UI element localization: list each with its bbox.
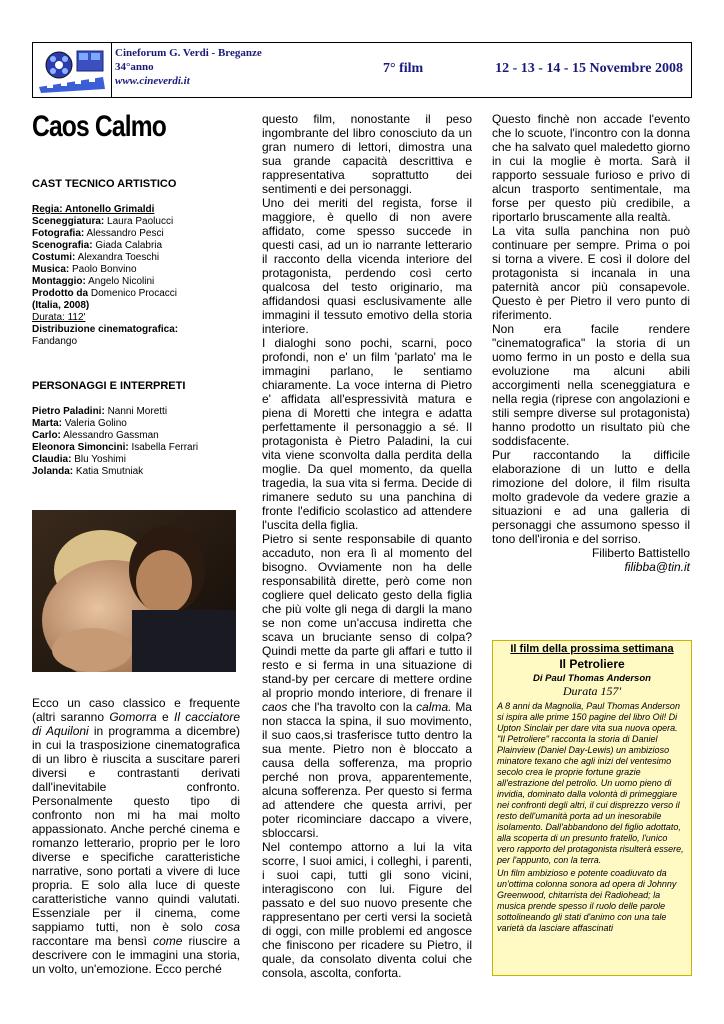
cast-row: Regia: Antonello Grimaldi: [32, 204, 155, 215]
org-name: Cineforum G. Verdi - Breganze: [115, 47, 262, 59]
next-film-title: Il Petroliere: [559, 657, 625, 671]
actors-section: [32, 380, 247, 478]
next-film-box: [492, 640, 692, 976]
cast-section: [32, 178, 247, 348]
next-film-heading: Il film della prossima settimana: [510, 643, 674, 655]
distribution-label: Distribuzione cinematografica:: [32, 324, 179, 335]
paragraph: Questo finchè non accade l'evento che lo scuote, l'incontro con la donna che ha salvato quel maledetto giorno in cui la moglie è morta. Sarà il rapporto sessuale furioso e privo di alcun trasporto sentimentale, ma forse per questo più credibile, a riportarlo bruscamente alla realtà.: [492, 112, 690, 224]
paragraph: La vita sulla panchina non può continuare per sempre. Prima o poi si torna a vivere. E così il dolore del protagonista si incanala in una paternità ancor più consapevole. Questo è per Pietro il vero punto di riferimento.: [492, 224, 690, 322]
paragraph: Nel contempo attorno a lui la vita scorre, I suoi amici, i colleghi, i parenti, i suoi capi, tutti gli sono vicini, interagiscono con lui. Figure del passato e del suo nuovo presente che rappresentano per certi versi la società di oggi, con mille problemi ed angosce che finiscono per ricadere su Pietro, il quale, da consolato diventa colui che consola, ascolta, conforta.: [262, 840, 472, 980]
distribution-value: Fandango: [32, 336, 78, 347]
next-film-duration: Durata 157': [562, 684, 622, 698]
paragraph: Pietro si sente responsabile di quanto accaduto, non era lì al momento del bisogno. Ovviamente non ha delle responsabilità dirette, però come non cogliere quel delicato gesto della figlia che più volte gli nega di dargli la mano se non come un'accusa indiretta che scava un bruciante senso di colpa? Quindi mette da parte gli affari e tutto il resto e si ferma in una situazione di stand-by per cercare di mettere ordine al proprio mondo interiore, di frenare il caos che l'ha travolto con la calma. Ma non stacca la spina, il suo movimento, il suo caos,si trasferisce tutto dentro la sua mente. Pietro non è bloccato a causa della sofferenza, ma proprio perché non prova, apparentemente, alcuna sofferenza. Per questo si ferma ad attendere che questa arrivi, per poter ricominciare daccapo a vivere, sbloccarsi.: [262, 532, 472, 840]
review-column-2: [262, 112, 472, 980]
actor-row: Claudia: Blu Yoshimi: [32, 454, 126, 465]
website-link[interactable]: www.cineverdi.it: [115, 75, 190, 87]
paragraph: I dialoghi sono pochi, scarni, poco profondi, non e' un film 'parlato' ma le immagini parlano, le sentiamo chiaramente. La voce interna di Pietro e' affidata all'espressività matura e piena di Moretti che integra e adatta perfettamente il personaggio a sé. Il protagonista è Pietro Paladini, la cui vita viene sconvolta dalla perdita della moglie. Da quel momento, da quella tragedia, la sua vita si ferma. Decide di rimanere seduto su una panchina di fronte l'edificio scolastico ad attendere l'uscita della figlia.: [262, 336, 472, 532]
author-email[interactable]: filibba@tin.it: [624, 560, 690, 574]
actor-row: Pietro Paladini: Nanni Moretti: [32, 406, 168, 417]
actor-row: Carlo: Alessandro Gassman: [32, 430, 159, 441]
next-film-director: Di Paul Thomas Anderson: [533, 673, 651, 684]
cast-heading: CAST TECNICO ARTISTICO: [32, 178, 177, 190]
screening-dates: 12 - 13 - 14 - 15 Novembre 2008: [495, 61, 683, 76]
cast-row: Costumi: Alexandra Toeschi: [32, 252, 160, 263]
author-name: Filiberto Battistello: [591, 546, 690, 560]
paragraph: Pur raccontando la difficile elaborazione di un lutto e della rimozione del dolore, il film risulta molto gradevole da vedere grazie a situazioni e ad una galleria di personaggi che assumono spesso il tono dell'ironia e del sorriso.: [492, 448, 690, 546]
paragraph: Non era facile rendere "cinematografica" la storia di un uomo fermo in un posto e della sua evoluzione ma alcuni abili accorgimenti nella sceneggiatura e nella regia (riprese con angolazioni e stili sempre diverse sul protagonista) hanno prodotto un risultato più che soddisfacente.: [492, 322, 690, 448]
intro-paragraph: Ecco un caso classico e frequente (altri saranno Gomorra e Il cacciatore di Aquiloni in programma a dicembre) in cui la trasposizione cinematografica di un libro è riuscita a suscitare pareri diversi e contrastanti derivati dall'inevitabile confronto. Personalmente questo tipo di confronto non mi ha mai molto appassionato. Anche perché cinema e romanzo letterario, proprio per le loro diverse e specifiche caratteristiche narrative, sono portati a vivere di luce propria. E solo alla luce di queste caratteristiche vanno quindi valutati. Essenziale per il cinema, come sappiamo tutti, non è solo cosa raccontare ma bensì come riuscire a descrivere con le immagini una storia, un volto, un'emozione. Ecco perché: [32, 696, 240, 976]
cast-row: Scenografia: Giada Calabria: [32, 240, 163, 251]
duration-label: Durata: 112': [32, 312, 86, 323]
actors-heading: PERSONAGGI E INTERPRETI: [32, 380, 186, 392]
cast-row: Fotografia: Alessandro Pesci: [32, 228, 164, 239]
paragraph: Uno dei meriti del regista, forse il maggiore, è quello di non avere affidato, come spesso succede in questi casi, ad un io narrante letterario il racconto della vicenda interiore del protagonista, perdendo così certo qualcosa del testo originario, ma affidandosi quasi esclusivamente alle immagini il tessuto emotivo della storia interiore.: [262, 196, 472, 336]
film-still-photo: [32, 510, 236, 672]
next-film-music: Un film ambizioso e potente coadiuvato da un'ottima colonna sonora ad opera di Johnny Greenwood, chitarrista dei Radiohead; la musica prende spesso il ruolo delle parole sottolineando gli stati d'animo con una tale varietà da lasciare affascinati: [497, 868, 677, 933]
review-column-3: [492, 112, 690, 574]
year-label: 34°anno: [115, 61, 154, 73]
film-reel-icon: [33, 43, 109, 95]
cast-row: Montaggio: Angelo Nicolini: [32, 276, 155, 287]
page-header: [32, 42, 692, 98]
logo: [33, 43, 112, 97]
paragraph: questo film, nonostante il peso ingombrante del libro conosciuto da un gran numero di lettori, dimostra una sua grande capacità descrittiva e rappresentativa soprattutto dei sentimenti e dei personaggi.: [262, 112, 472, 196]
actor-row: Jolanda: Katia Smutniak: [32, 466, 144, 477]
cast-row: Sceneggiatura: Laura Paolucci: [32, 216, 174, 227]
film-number: 7° film: [383, 61, 424, 76]
actor-row: Eleonora Simoncini: Isabella Ferrari: [32, 442, 199, 453]
next-film-synopsis: A 8 anni da Magnolia, Paul Thomas Anderson si ispira alle prime 150 pagine del libro Oil! Di Upton Sinclair per dare vita sua nuova opera. "Il Petroliere" racconta la storia di Daniel Plainview (Daniel Day-Lewis) un ambizioso minatore texano che agli inizi del ventesimo secolo crea le proprie fortune grazie all'estrazione del petrolio. Un uomo pieno di invidia, dominato dalla volontà di primeggiare nei confronti degli altri, il cui disprezzo verso il resto dell'umanità porta ad un inesorabile isolamento. Dall'abbandono del figlio adottato, alla scoperta di un presunto fratello, l'unico vero rapporto del protagonista risulterà essere, per l'appunto, con la terra.: [497, 701, 684, 865]
cast-row: Musica: Paolo Bonvino: [32, 264, 137, 275]
cast-row: (Italia, 2008): [32, 300, 90, 311]
film-title: Caos Calmo: [32, 110, 166, 143]
actor-row: Marta: Valeria Golino: [32, 418, 127, 429]
cast-row: Prodotto da Domenico Procacci: [32, 288, 178, 299]
